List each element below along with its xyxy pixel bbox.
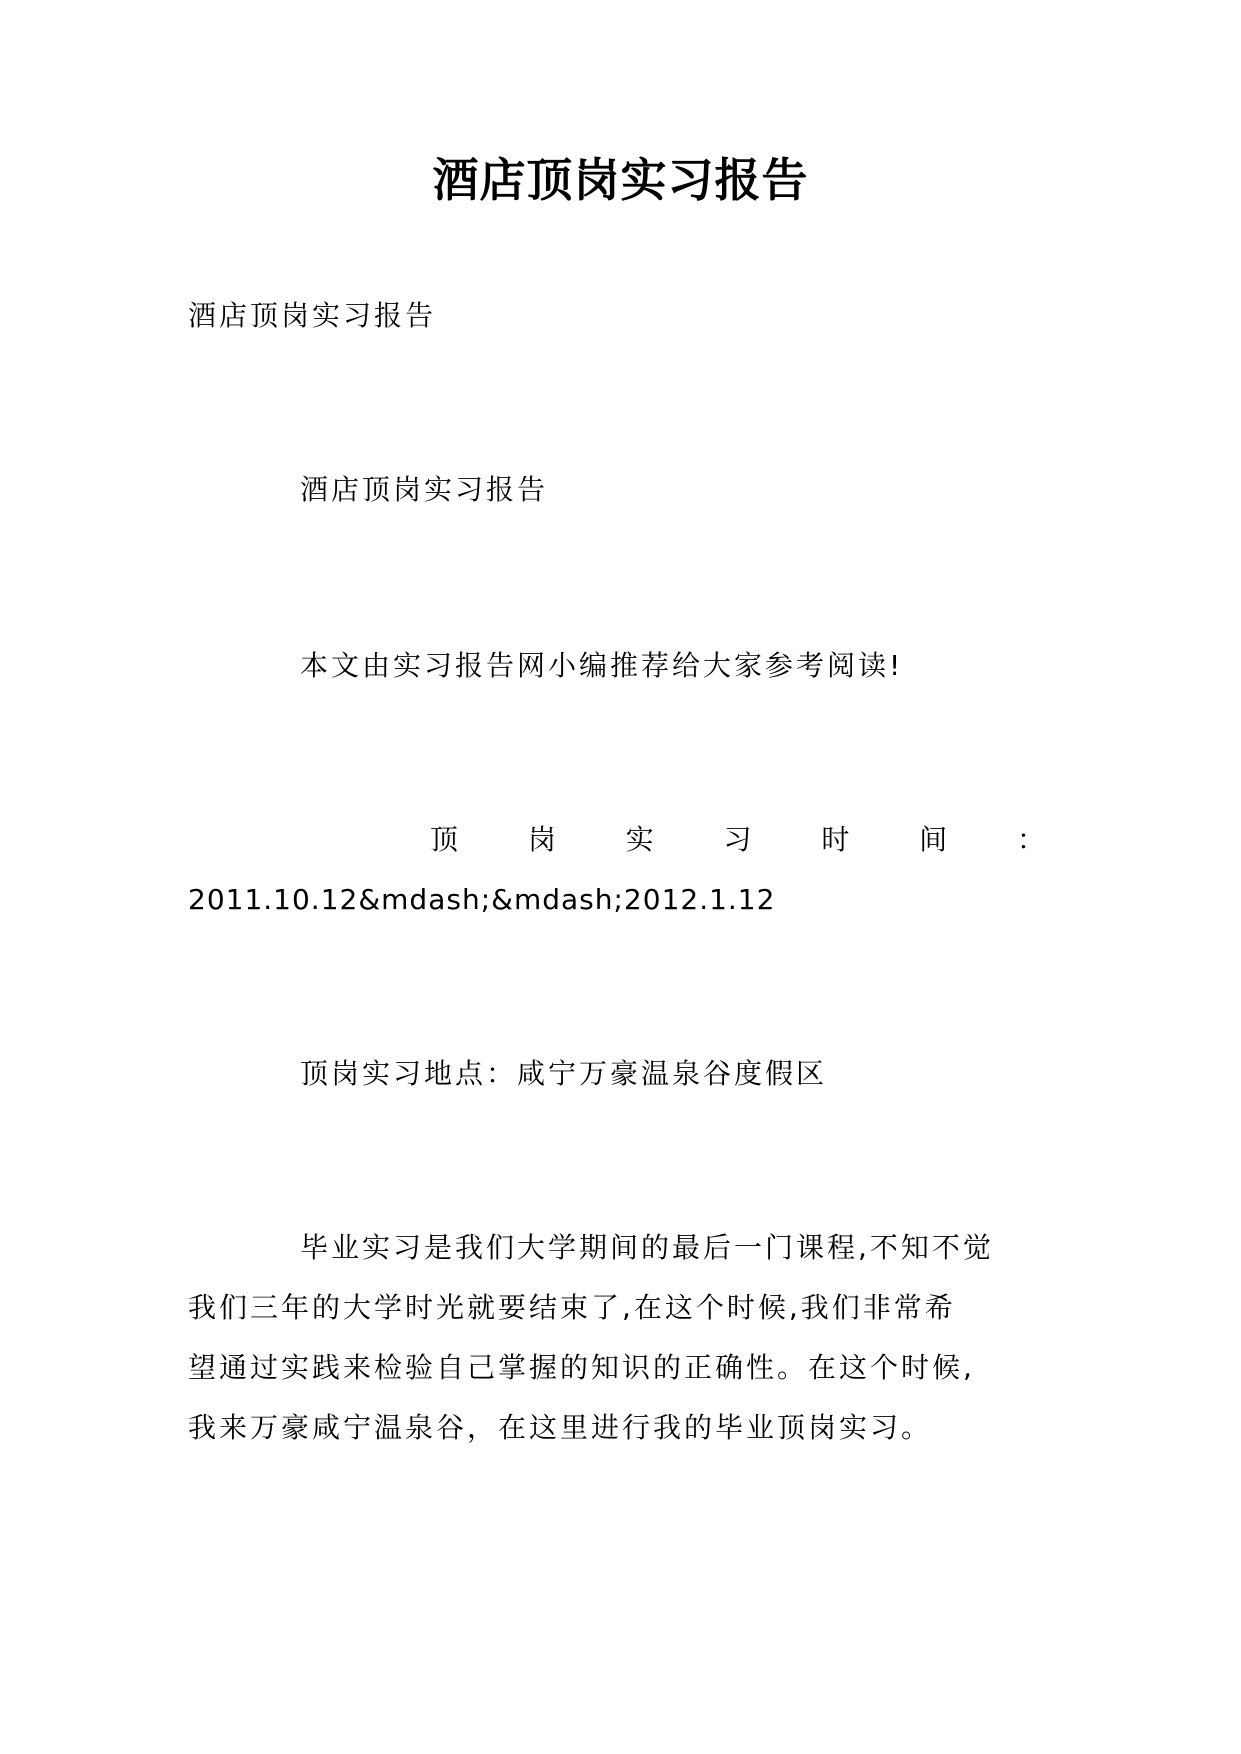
intro-line: 本文由实习报告网小编推荐给大家参考阅读! [300, 649, 904, 682]
paragraph-line-3: 望通过实践来检验自己掌握的知识的正确性。在这个时候, [188, 1351, 975, 1384]
period-label-char: 习 [723, 823, 752, 856]
period-label-char: 顶 [430, 823, 459, 856]
paragraph-line-4: 我来万豪咸宁温泉谷，在这里进行我的毕业顶岗实习。 [188, 1411, 933, 1444]
period-value: 2011.10.12&mdash;&mdash;2012.1.12 [188, 883, 776, 916]
period-label-char: ： [1016, 823, 1045, 856]
paragraph-line-2: 我们三年的大学时光就要结束了,在这个时候,我们非常希 [188, 1291, 956, 1324]
paragraph-line-1: 毕业实习是我们大学期间的最后一门课程,不知不觉 [300, 1231, 994, 1264]
subtitle-line-2: 酒店顶岗实习报告 [300, 473, 549, 506]
period-label-char: 实 [625, 823, 654, 856]
period-label-char: 间 [919, 823, 948, 856]
location-line: 顶岗实习地点：咸宁万豪温泉谷度假区 [300, 1057, 828, 1090]
period-label-char: 岗 [527, 823, 556, 856]
subtitle-line-1: 酒店顶岗实习报告 [188, 299, 437, 332]
document-title: 酒店顶岗实习报告 [432, 153, 809, 207]
period-label-char: 时 [821, 823, 850, 856]
period-label [430, 820, 1045, 860]
